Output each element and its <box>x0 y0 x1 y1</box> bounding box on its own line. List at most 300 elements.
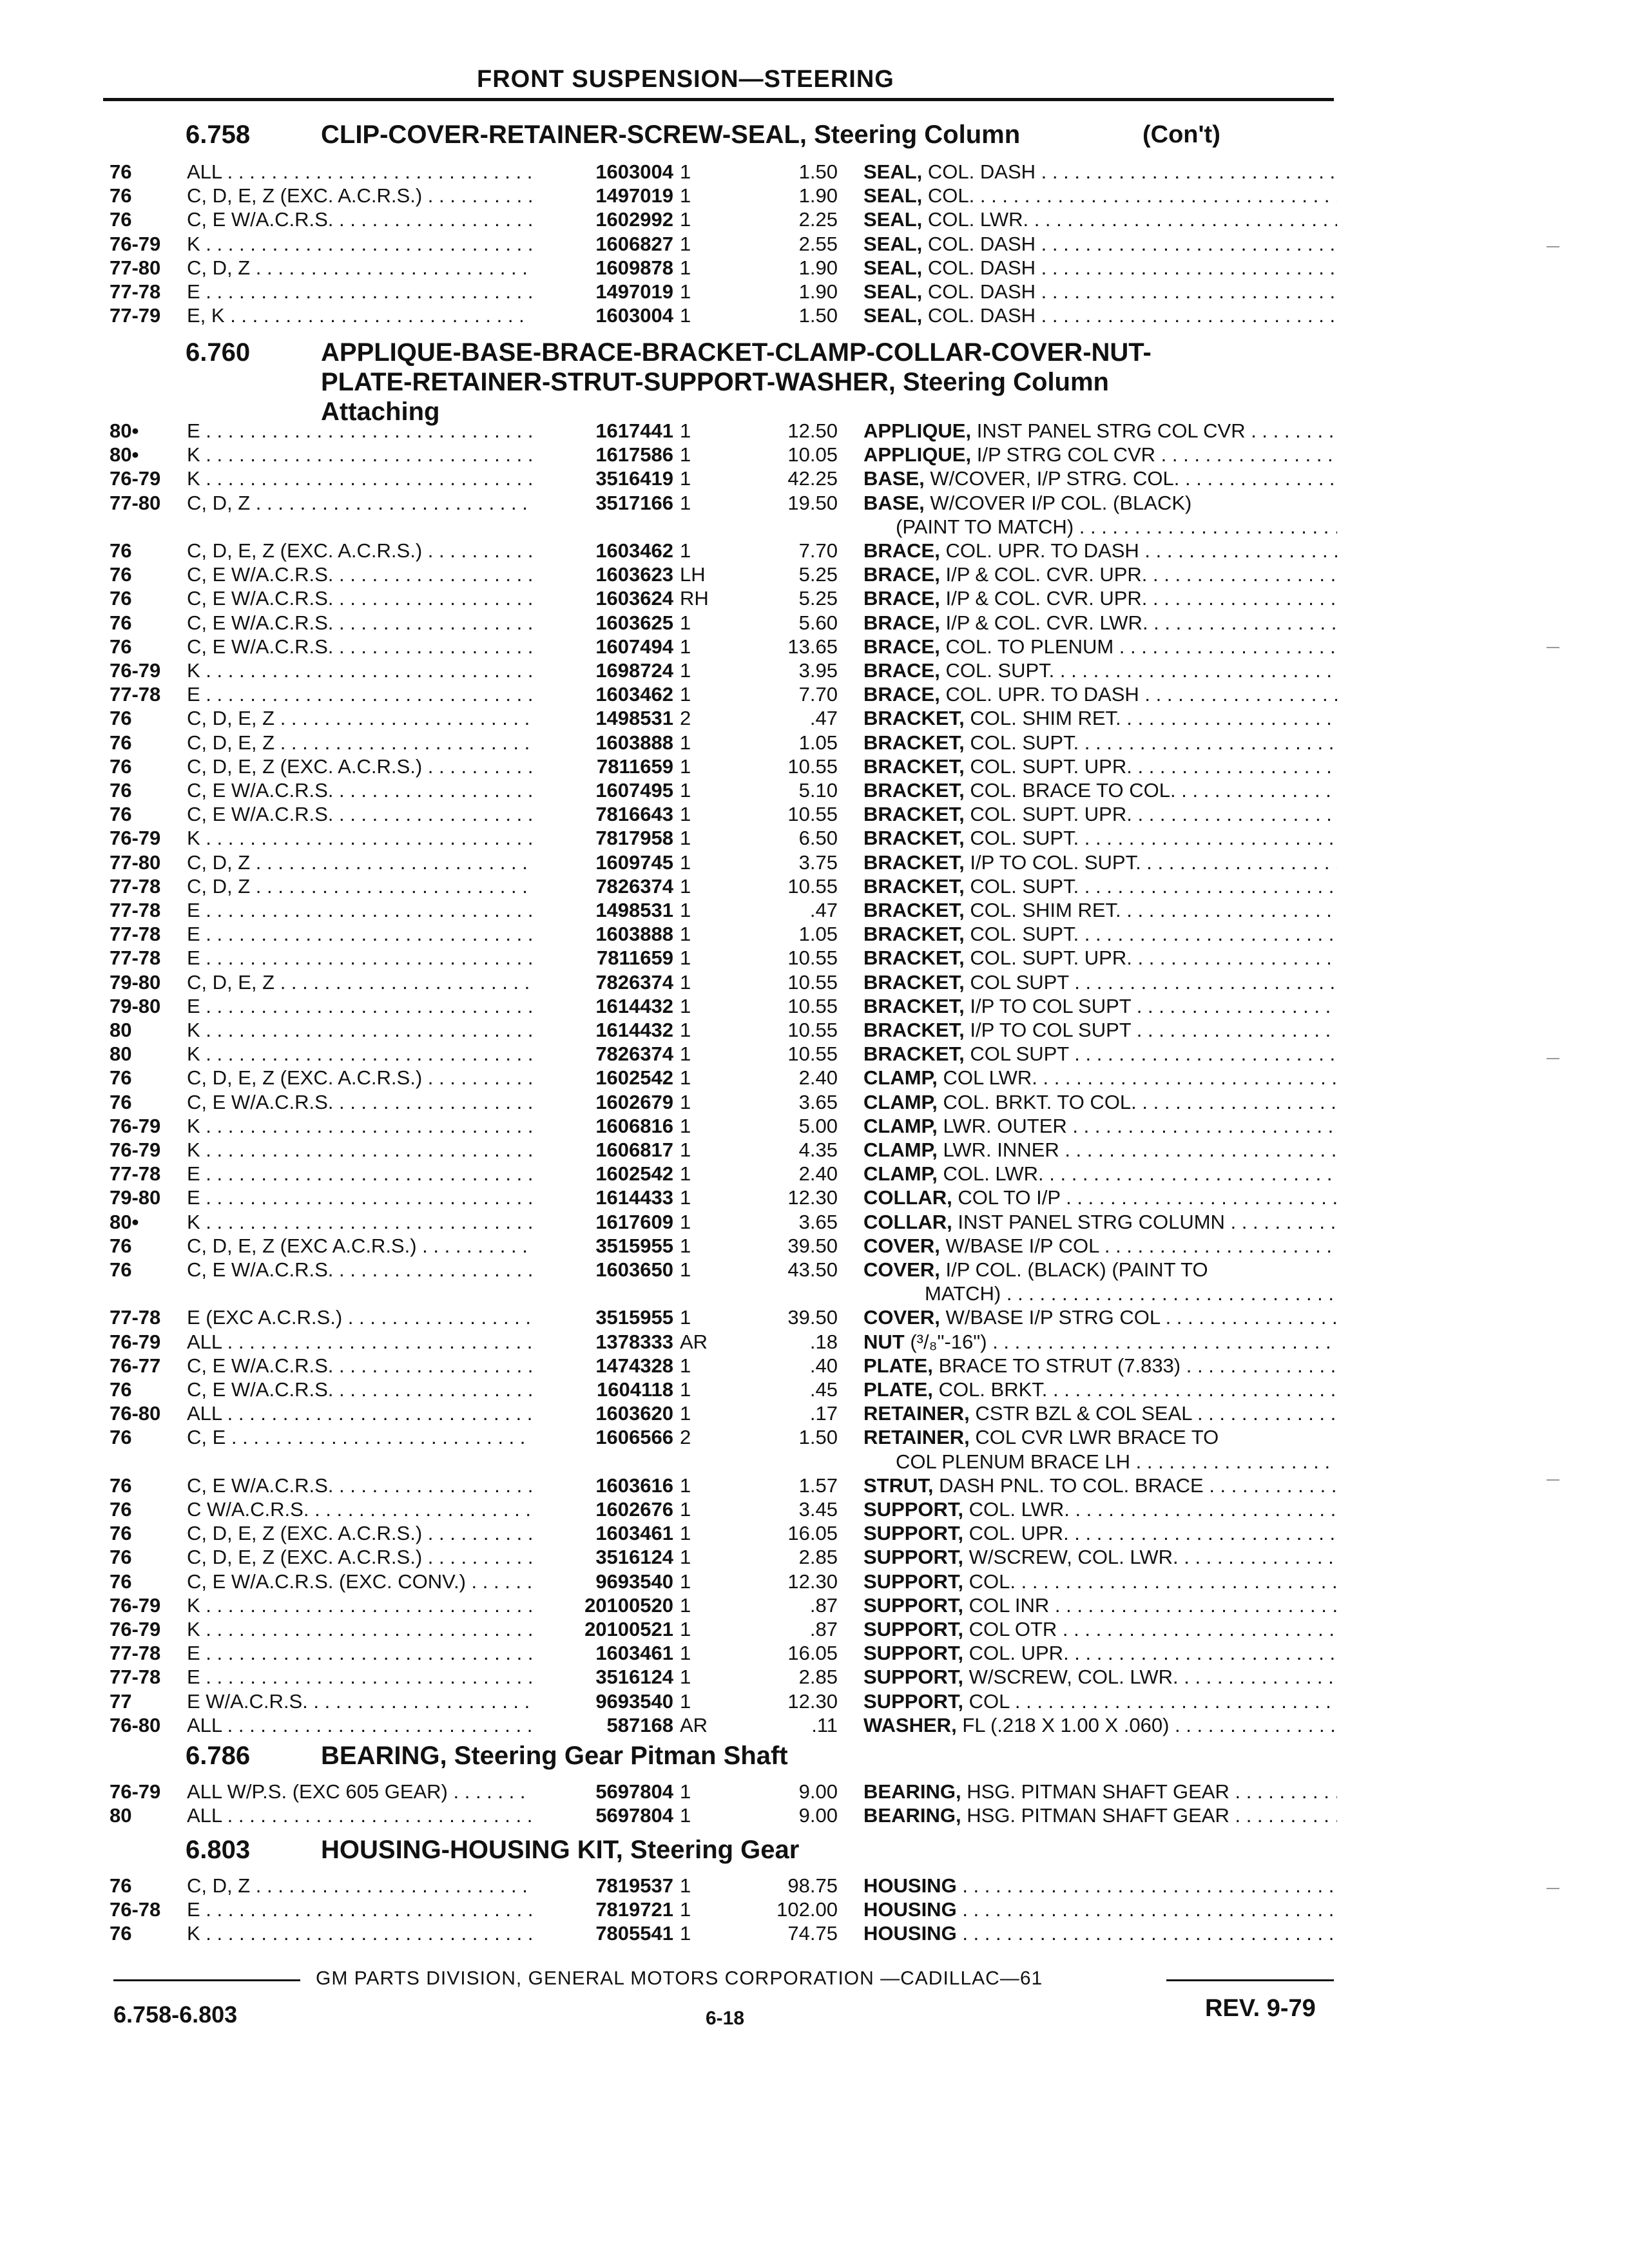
model-year: 80• <box>110 443 139 466</box>
model-year: 80 <box>110 1019 132 1041</box>
leader-dots <box>1079 875 1337 898</box>
part-description <box>863 280 1337 303</box>
footer-revision: REV. 9-79 <box>1205 1995 1316 2022</box>
part-detail: I/P & COL. CVR. LWR. <box>945 611 1148 634</box>
part-row <box>0 1258 1629 1282</box>
price: 5.60 <box>798 611 838 634</box>
quantity: 1 <box>680 1898 691 1921</box>
price: 12.50 <box>787 419 838 442</box>
leader-dots <box>1036 160 1337 183</box>
part-name: BRACKET, <box>863 1019 965 1041</box>
price: 10.55 <box>787 1043 838 1065</box>
price: 1.50 <box>798 160 838 183</box>
part-name: COVER, <box>863 1258 940 1281</box>
model-code: E . . . <box>187 419 532 443</box>
part-number: 1603004 <box>595 304 673 327</box>
part-detail: COL TO I/P <box>958 1186 1061 1209</box>
leader-dots <box>1132 803 1337 825</box>
price: 2.40 <box>798 1162 838 1185</box>
part-number: 1614433 <box>595 1186 673 1209</box>
part-number: 1602679 <box>595 1091 673 1113</box>
part-description <box>863 1425 1337 1449</box>
part-detail: LWR. INNER <box>943 1139 1059 1161</box>
part-detail: COL. DASH <box>927 233 1036 255</box>
part-number: 1617586 <box>595 443 673 466</box>
part-number: 3516124 <box>595 1546 673 1568</box>
part-description <box>863 970 1337 994</box>
footer-publisher: GM PARTS DIVISION, GENERAL MOTORS CORPORATION —CADILLAC—61 <box>316 1968 1043 1989</box>
model-year: 77-78 <box>110 683 161 706</box>
model-code: C, D, Z . . . <box>187 874 532 898</box>
quantity: 1 <box>680 256 691 279</box>
part-detail: COL. SHIM RET. <box>970 707 1121 729</box>
part-description <box>863 826 1337 850</box>
part-name: HOUSING <box>863 1874 957 1897</box>
quantity: 1 <box>680 851 691 874</box>
model-year: 76 <box>110 160 132 183</box>
price: 3.65 <box>798 1091 838 1113</box>
model-year: 76 <box>110 563 132 586</box>
part-name: BRACKET, <box>863 899 965 921</box>
description-continuation: MATCH) . . . <box>925 1282 1337 1305</box>
quantity: 1 <box>680 1666 691 1688</box>
part-row <box>0 419 1629 443</box>
part-number: 1606827 <box>595 233 673 255</box>
section-number: 6.803 <box>186 1836 251 1864</box>
part-detail: COL. DASH <box>927 256 1036 279</box>
part-row <box>0 1090 1629 1114</box>
model-year: 76 <box>110 1874 132 1897</box>
price: .45 <box>809 1378 838 1401</box>
part-name: STRUT, <box>863 1474 934 1497</box>
part-description <box>863 1570 1337 1593</box>
part-detail: I/P & COL. CVR. UPR. <box>945 587 1148 610</box>
part-detail: LWR. OUTER <box>943 1115 1067 1137</box>
part-row <box>0 1234 1629 1258</box>
part-name: BRACE, <box>863 635 940 658</box>
leader-dots <box>1069 1642 1337 1664</box>
leader-dots <box>1036 256 1337 279</box>
part-name: SEAL, <box>863 304 923 327</box>
quantity: 1 <box>680 1642 691 1664</box>
price: 7.70 <box>798 683 838 706</box>
quantity: 1 <box>680 947 691 969</box>
price: 4.35 <box>798 1139 838 1161</box>
quantity: 1 <box>680 1066 691 1089</box>
quantity: 1 <box>680 1306 691 1329</box>
model-code: C, E W/A.C.R.S. . . . <box>187 1378 532 1401</box>
part-description <box>863 994 1337 1018</box>
section-number: 6.758 <box>186 120 251 149</box>
part-name: BRACKET, <box>863 995 965 1017</box>
model-code: K . . . <box>187 1042 532 1066</box>
price: 2.55 <box>798 233 838 255</box>
part-name: BEARING, <box>863 1780 961 1803</box>
part-description <box>863 922 1337 946</box>
price: 10.05 <box>787 443 838 466</box>
part-row <box>0 1474 1629 1497</box>
quantity: 1 <box>680 1402 691 1425</box>
leader-dots <box>1060 1186 1337 1209</box>
quantity: 1 <box>680 1235 691 1257</box>
model-code: C, D, E, Z (EXC. A.C.R.S.) . . . <box>187 184 532 207</box>
part-description <box>863 611 1337 635</box>
part-description <box>863 1803 1337 1827</box>
model-code: C, D, Z . . . <box>187 256 532 280</box>
model-code: K . . . <box>187 443 532 466</box>
part-row <box>0 850 1629 874</box>
model-code: C, E W/A.C.R.S. . . . <box>187 1354 532 1378</box>
part-name: COLLAR, <box>863 1186 952 1209</box>
part-detail: COL. BRKT. <box>938 1378 1048 1401</box>
leader-dots <box>1179 467 1337 490</box>
part-detail: W/BASE I/P STRG COL <box>945 1306 1160 1329</box>
model-code: K . . . <box>187 232 532 256</box>
quantity: 1 <box>680 1780 691 1803</box>
part-name: SUPPORT, <box>863 1570 964 1593</box>
model-year: 76-79 <box>110 1115 161 1137</box>
model-year: 76-79 <box>110 233 161 255</box>
leader-dots <box>1079 827 1337 849</box>
part-number: 1603625 <box>595 611 673 634</box>
part-detail: COL INR <box>969 1594 1050 1617</box>
model-code: C, E W/A.C.R.S. . . . <box>187 207 532 231</box>
model-code: C, E W/A.C.R.S. . . . <box>187 635 532 658</box>
quantity: 1 <box>680 659 691 682</box>
part-description <box>863 1474 1337 1497</box>
leader-dots <box>1131 1019 1337 1041</box>
leader-dots <box>1079 731 1337 754</box>
part-detail: COL. SUPT. <box>970 731 1079 754</box>
section-heading <box>186 338 1339 428</box>
part-description <box>863 1210 1337 1234</box>
part-row <box>0 635 1629 658</box>
part-detail: COL. SUPT. UPR. <box>970 947 1132 969</box>
leader-dots <box>974 184 1337 207</box>
model-code: E . . . <box>187 682 532 706</box>
leader-dots <box>1191 1402 1337 1425</box>
model-code: C, E W/A.C.R.S. . . . <box>187 562 532 586</box>
part-name: BRACKET, <box>863 827 965 849</box>
part-row <box>0 1874 1629 1898</box>
price: 2.85 <box>798 1546 838 1568</box>
part-number: 7811659 <box>597 947 673 969</box>
price: 10.55 <box>787 995 838 1017</box>
description-continuation: COL PLENUM BRACE LH . . . <box>896 1450 1337 1474</box>
part-number: 1609745 <box>595 851 673 874</box>
price: 5.00 <box>798 1115 838 1137</box>
part-row <box>0 491 1629 515</box>
model-year: 76 <box>110 779 132 802</box>
part-description <box>863 1641 1337 1665</box>
part-detail: COL. LWR. <box>969 1498 1070 1521</box>
section-title: BEARING, Steering Gear Pitman Shaft <box>321 1742 788 1770</box>
part-name: WASHER, <box>863 1714 957 1736</box>
leader-dots <box>1036 280 1337 303</box>
price: 10.55 <box>787 755 838 778</box>
part-row <box>0 1018 1629 1042</box>
part-description <box>863 232 1337 256</box>
part-number: 3515955 <box>595 1235 673 1257</box>
section-number: 6.786 <box>186 1742 251 1770</box>
price: 98.75 <box>787 1874 838 1897</box>
continued-label: (Con't) <box>1142 121 1220 148</box>
part-detail: COL SUPT <box>970 971 1069 994</box>
model-year: 76 <box>110 1091 132 1113</box>
part-description <box>863 1162 1337 1186</box>
part-number: 9693540 <box>595 1570 673 1593</box>
model-code: K . . . <box>187 1114 532 1138</box>
quantity: 1 <box>680 827 691 849</box>
part-number: 7826374 <box>595 1043 673 1065</box>
price: 16.05 <box>787 1642 838 1664</box>
part-name: SUPPORT, <box>863 1618 964 1640</box>
part-name: HOUSING <box>863 1898 957 1921</box>
part-number: 1603620 <box>595 1402 673 1425</box>
model-year: 76 <box>110 184 132 207</box>
model-code: C, E W/A.C.R.S. (EXC. CONV.) . . . <box>187 1570 532 1593</box>
footer-page-number: 6-18 <box>706 2008 745 2029</box>
part-description <box>863 1401 1337 1425</box>
part-name: SUPPORT, <box>863 1690 964 1713</box>
part-number: 1606816 <box>595 1115 673 1137</box>
quantity: 1 <box>680 1115 691 1137</box>
footer-section-range: 6.758-6.803 <box>113 2001 238 2028</box>
part-description <box>863 1921 1337 1945</box>
model-code: E . . . <box>187 1898 532 1921</box>
part-name: RETAINER, <box>863 1402 970 1425</box>
model-code: C, D, E, Z (EXC. A.C.R.S.) . . . <box>187 1066 532 1090</box>
part-description <box>863 1066 1337 1090</box>
part-description <box>863 184 1337 207</box>
part-name: SUPPORT, <box>863 1522 964 1544</box>
part-row <box>0 1401 1629 1425</box>
model-code: ALL . . . <box>187 1330 532 1354</box>
quantity: 1 <box>680 611 691 634</box>
part-name: BASE, <box>863 492 925 514</box>
model-code: ALL . . . <box>187 1713 532 1737</box>
price: 2.25 <box>798 208 838 231</box>
section-number: 6.760 <box>186 338 251 367</box>
part-description <box>863 1898 1337 1921</box>
quantity: 1 <box>680 233 691 255</box>
part-number: 1606566 <box>595 1426 673 1448</box>
part-detail: COL. DASH <box>927 160 1036 183</box>
leader-dots <box>1079 923 1337 945</box>
model-code: C, D, E, Z (EXC. A.C.R.S.) . . . <box>187 539 532 562</box>
part-row <box>0 1713 1629 1737</box>
part-description <box>863 731 1337 754</box>
part-row <box>0 232 1629 256</box>
part-row <box>0 1042 1629 1066</box>
leader-dots <box>1160 1306 1337 1329</box>
part-row <box>0 303 1629 327</box>
part-detail: COL. UPR. <box>969 1642 1069 1664</box>
part-name: BRACKET, <box>863 971 965 994</box>
leader-dots <box>1139 683 1337 706</box>
model-year: 76 <box>110 1570 132 1593</box>
part-name: BRACKET, <box>863 803 965 825</box>
part-number: 20100521 <box>584 1618 673 1640</box>
leader-dots <box>1229 1804 1337 1827</box>
leader-dots <box>1121 707 1337 729</box>
quantity: 1 <box>680 280 691 303</box>
quantity: 1 <box>680 1546 691 1568</box>
part-detail: I/P TO COL. SUPT. <box>970 851 1141 874</box>
quantity: 1 <box>680 1570 691 1593</box>
model-code: E, K . . . <box>187 303 532 327</box>
margin-mark <box>1547 647 1559 648</box>
part-number: 7805541 <box>595 1922 673 1945</box>
model-year: 77-78 <box>110 947 161 969</box>
part-row <box>0 539 1629 562</box>
model-year: 76 <box>110 587 132 610</box>
price: 10.55 <box>787 947 838 969</box>
model-year: 77-78 <box>110 280 161 303</box>
part-row <box>0 1689 1629 1713</box>
model-code: K . . . <box>187 1593 532 1617</box>
price: 43.50 <box>787 1258 838 1281</box>
part-detail: COL. LWR. <box>943 1162 1044 1185</box>
part-row <box>0 1641 1629 1665</box>
part-description <box>863 419 1337 443</box>
part-number: 1617609 <box>595 1211 673 1233</box>
price: 10.55 <box>787 971 838 994</box>
part-detail: W/BASE I/P COL <box>945 1235 1099 1257</box>
part-row <box>0 443 1629 466</box>
model-code: E . . . <box>187 1186 532 1209</box>
quantity: 1 <box>680 467 691 490</box>
leader-dots <box>1036 304 1337 327</box>
price: 12.30 <box>787 1570 838 1593</box>
part-description <box>863 898 1337 922</box>
part-detail: COL CVR LWR BRACE TO <box>975 1426 1219 1448</box>
header-rule <box>103 98 1334 101</box>
leader-dots <box>1176 779 1337 802</box>
part-detail: COL. DASH <box>927 280 1036 303</box>
quantity: 1 <box>680 539 691 562</box>
price: 1.90 <box>798 184 838 207</box>
leader-dots <box>1016 1570 1337 1593</box>
part-name: CLAMP, <box>863 1162 938 1185</box>
model-code: C, D, Z . . . <box>187 491 532 515</box>
part-row <box>0 1521 1629 1545</box>
part-number: 3516124 <box>595 1666 673 1688</box>
model-code: E . . . <box>187 1641 532 1665</box>
part-row <box>0 754 1629 778</box>
model-year: 77-78 <box>110 1666 161 1688</box>
margin-mark <box>1547 1888 1559 1889</box>
part-row <box>0 1114 1629 1138</box>
part-number: 1603462 <box>595 539 673 562</box>
leader-dots <box>1099 1235 1337 1257</box>
part-row <box>0 994 1629 1018</box>
price: 9.00 <box>798 1780 838 1803</box>
price: 10.55 <box>787 803 838 825</box>
leader-dots <box>1225 1211 1337 1233</box>
part-number: 1498531 <box>595 707 673 729</box>
part-description <box>863 1354 1337 1378</box>
section-title-line: Attaching <box>321 398 440 426</box>
leader-dots <box>1148 611 1337 634</box>
quantity: 1 <box>680 1354 691 1377</box>
model-year: 77-78 <box>110 1306 161 1329</box>
price: 1.05 <box>798 923 838 945</box>
part-description <box>863 946 1337 970</box>
model-year: 79-80 <box>110 995 161 1017</box>
price: 5.25 <box>798 563 838 586</box>
price: 2.40 <box>798 1066 838 1089</box>
part-description <box>863 539 1337 562</box>
model-code: ALL . . . <box>187 1803 532 1827</box>
part-number: 3517166 <box>595 492 673 514</box>
price: 10.55 <box>787 875 838 898</box>
part-row <box>0 256 1629 280</box>
model-year: 79-80 <box>110 1186 161 1209</box>
leader-dots <box>1132 947 1337 969</box>
part-number: 1614432 <box>595 995 673 1017</box>
part-description <box>863 562 1337 586</box>
quantity: 1 <box>680 492 691 514</box>
page-header-title: FRONT SUSPENSION—STEERING <box>477 66 894 93</box>
part-name: SEAL, <box>863 208 923 231</box>
leader-dots <box>1036 233 1337 255</box>
leader-dots <box>1047 1378 1337 1401</box>
part-detail: FL (.218 X 1.00 X .060) <box>962 1714 1170 1736</box>
model-code: E . . . <box>187 946 532 970</box>
part-number: 1603888 <box>595 731 673 754</box>
part-detail: W/SCREW, COL. LWR. <box>969 1666 1179 1688</box>
part-row <box>0 1497 1629 1521</box>
section-title-line: PLATE-RETAINER-STRUT-SUPPORT-WASHER, Steering Column <box>321 368 1109 396</box>
part-row <box>0 160 1629 184</box>
leader-dots <box>1113 635 1337 658</box>
part-description <box>863 1497 1337 1521</box>
part-number: 1497019 <box>595 280 673 303</box>
section-title: CLIP-COVER-RETAINER-SCREW-SEAL, Steering Column <box>321 120 1021 149</box>
quantity: 1 <box>680 755 691 778</box>
part-number: 1603623 <box>595 563 673 586</box>
part-number: 1603461 <box>595 1522 673 1544</box>
model-code: C, E W/A.C.R.S. . . . <box>187 802 532 826</box>
part-description <box>863 491 1337 515</box>
part-description <box>863 1545 1337 1569</box>
part-row <box>0 1330 1629 1354</box>
price: 39.50 <box>787 1235 838 1257</box>
part-detail: W/COVER, I/P STRG. COL. <box>930 467 1180 490</box>
price: .87 <box>809 1594 838 1617</box>
part-name: CLAMP, <box>863 1066 938 1089</box>
part-detail: I/P STRG COL CVR <box>976 443 1156 466</box>
part-detail: COL. SUPT. <box>970 827 1079 849</box>
part-detail: COL. UPR. TO DASH <box>945 539 1139 562</box>
part-number: 1603461 <box>595 1642 673 1664</box>
model-code: C, D, E, Z (EXC. A.C.R.S.) . . . <box>187 1521 532 1545</box>
part-row <box>0 1593 1629 1617</box>
part-detail: I/P COL. (BLACK) (PAINT TO <box>945 1258 1208 1281</box>
part-description <box>863 754 1337 778</box>
part-number: 1602992 <box>595 208 673 231</box>
part-number: 1603888 <box>595 923 673 945</box>
price: 3.65 <box>798 1211 838 1233</box>
part-description <box>863 160 1337 184</box>
price: .87 <box>809 1618 838 1640</box>
price: 1.50 <box>798 304 838 327</box>
quantity: 1 <box>680 1139 691 1161</box>
part-number: 7819537 <box>595 1874 673 1897</box>
part-description <box>863 1090 1337 1114</box>
model-code: C, D, E, Z (EXC A.C.R.S.) . . . <box>187 1234 532 1258</box>
